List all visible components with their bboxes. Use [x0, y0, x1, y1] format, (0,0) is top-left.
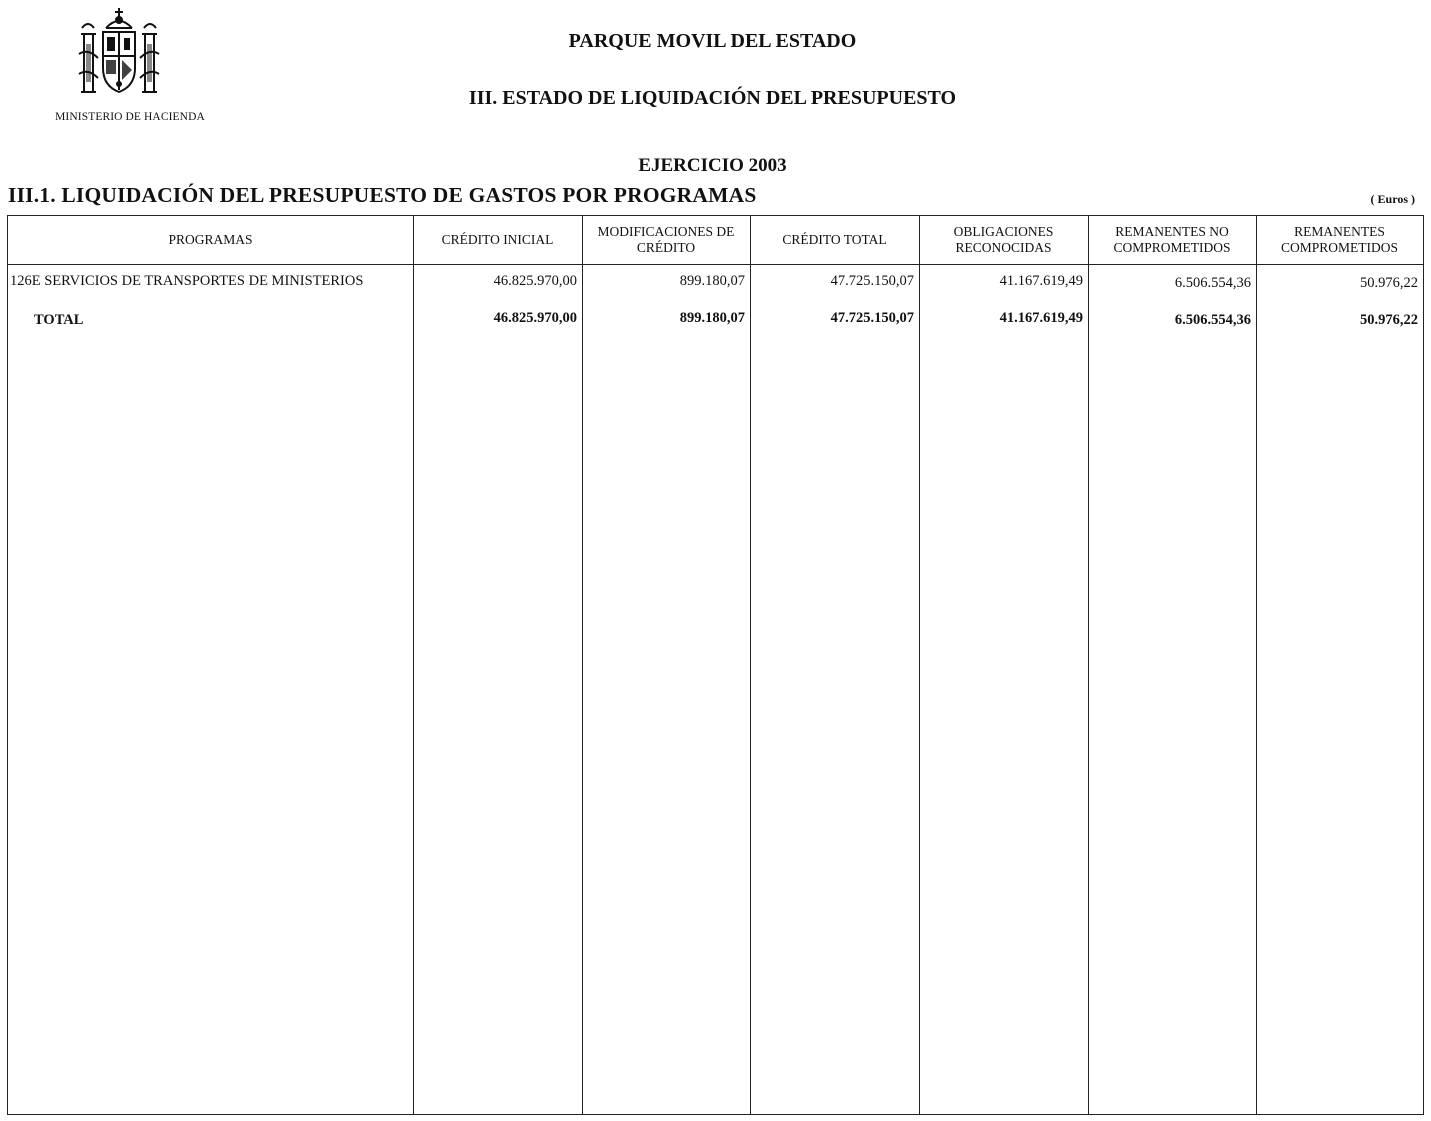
section-title: III.1. LIQUIDACIÓN DEL PRESUPUESTO DE GASTOS POR PROGRAMAS	[8, 183, 757, 207]
header-divider	[8, 264, 1423, 265]
total-remanentes-no-comprometidos: 6.506.554,36	[1174, 312, 1251, 328]
total-remanentes-comprometidos: 50.976,22	[1360, 312, 1418, 328]
column-header-programas: PROGRAMAS	[168, 232, 253, 247]
column-divider	[750, 216, 751, 1114]
total-credito-total: 47.725.150,07	[830, 310, 914, 326]
ministry-name: MINISTERIO DE HACIENDA	[55, 111, 205, 123]
column-header-remanentes-no-comprometidos: REMANENTES NO COMPROMETIDOS	[1113, 224, 1231, 255]
row-credito-total: 47.725.150,07	[830, 273, 914, 289]
currency-units: ( Euros )	[1370, 192, 1415, 206]
budget-table	[7, 215, 1424, 1115]
row-modificaciones: 899.180,07	[679, 273, 745, 289]
column-divider	[1088, 216, 1089, 1114]
column-header-credito-total: CRÉDITO TOTAL	[782, 232, 887, 247]
document-title: PARQUE MOVIL DEL ESTADO	[568, 30, 857, 52]
document-subtitle: III. ESTADO DE LIQUIDACIÓN DEL PRESUPUESTO	[468, 87, 957, 109]
column-divider	[582, 216, 583, 1114]
column-divider	[919, 216, 920, 1114]
column-divider	[1256, 216, 1257, 1114]
total-obligaciones: 41.167.619,49	[999, 310, 1083, 326]
total-label: TOTAL	[34, 312, 84, 328]
total-modificaciones: 899.180,07	[679, 310, 745, 326]
row-remanentes-comprometidos: 50.976,22	[1360, 275, 1418, 291]
exercise-year: EJERCICIO 2003	[638, 155, 787, 176]
column-header-obligaciones: OBLIGACIONES RECONOCIDAS	[953, 224, 1054, 255]
row-credito-inicial: 46.825.970,00	[493, 273, 577, 289]
row-programa: 126E SERVICIOS DE TRANSPORTES DE MINISTERIOS	[10, 273, 364, 289]
row-remanentes-no-comprometidos: 6.506.554,36	[1174, 275, 1251, 291]
column-header-credito-inicial: CRÉDITO INICIAL	[441, 232, 554, 247]
column-divider	[413, 216, 414, 1114]
row-obligaciones: 41.167.619,49	[999, 273, 1083, 289]
total-credito-inicial: 46.825.970,00	[493, 310, 577, 326]
column-header-modificaciones: MODIFICACIONES DE CRÉDITO	[597, 224, 735, 255]
column-header-remanentes-comprometidos: REMANENTES COMPROMETIDOS	[1280, 224, 1399, 255]
